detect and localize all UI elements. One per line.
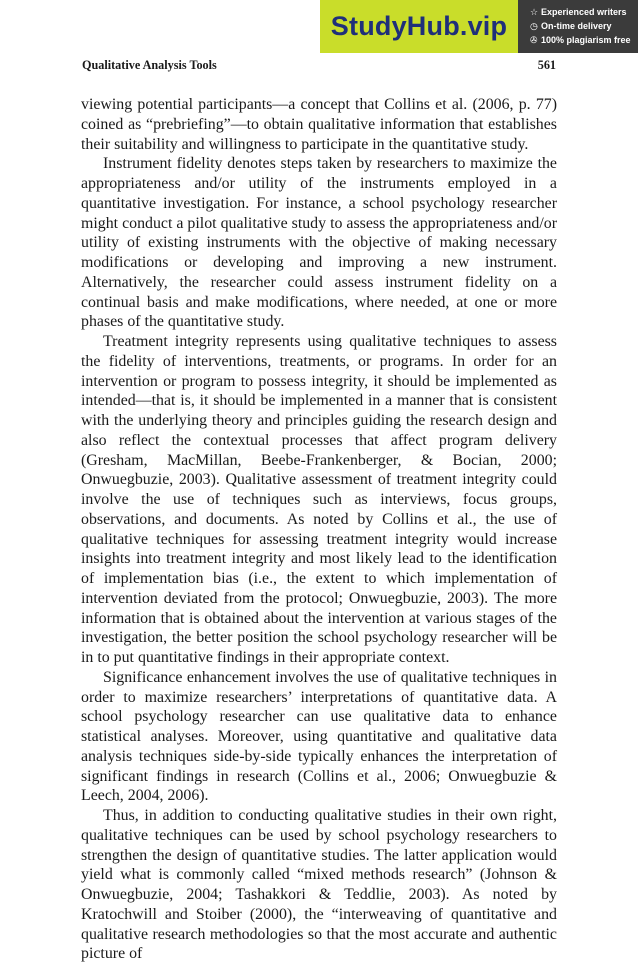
page-number: 561: [537, 58, 556, 72]
paragraph: Treatment integrity represents using qualitative techniques to assess the fidelity of interventions, treatments, or programs. In order for an intervention or program to possess integrity, it should be implemented as intended—that is, it should be implemented in a manner that is consistent with the underlying theory and principles guiding the research design and also reflect the contextual processes that affect program delivery (Gresham, MacMillan, Beebe-Frankenberger, & Bocian, 2000; Onwuegbuzie, 2003). Qualitative assessment of treatment integrity could involve the use of techniques such as interviews, focus groups, observations, and documents. As noted by Collins et al., the use of qualitative techniques for assessing treatment integrity would increase insights into treatment integrity and most likely lead to the identification of implementation bias (i.e., the extent to which implementation of intervention deviated from the protocol; Onwuegbuzie, 2003). The more information that is obtained about the intervention at various stages of the investigation, the better position the school psychology researcher will be in to put quantitative findings in their appropriate context.: [81, 333, 557, 666]
running-head-title: Qualitative Analysis Tools: [82, 58, 217, 72]
running-head: [82, 58, 556, 73]
feature-label: Experienced writers: [541, 7, 627, 17]
studyhub-banner[interactable]: [320, 0, 638, 53]
feature-item: [530, 33, 631, 47]
star-icon: ☆: [530, 7, 539, 17]
paragraph: Instrument fidelity denotes steps taken by researchers to maximize the appropriateness and/or utility of the instruments employed in a quantitative investigation. For instance, a school psychology researcher might conduct a pilot qualitative study to assess the appropriateness and/or utility of existing instruments with the objective of making necessary modifications or developing and improving a new instrument. Alternatively, the researcher could assess instrument fidelity on a continual basis and make modifications, where needed, at one or more phases of the quantitative study.: [81, 155, 557, 331]
paragraph: Thus, in addition to conducting qualitative studies in their own right, qualitative techniques can be used by school psychology researchers to strengthen the design of quantitative studies. The latter application would yield what is commonly called “mixed methods research” (Johnson & Onwuegbuzie, 2004; Tashakkori & Teddlie, 2003). As noted by Kratochwill and Stoiber (2000), the “interweaving of quantitative and qualitative research methodologies so that the most accurate and authentic picture of: [81, 807, 557, 963]
paragraph: Significance enhancement involves the use of qualitative techniques in order to maximize researchers’ interpretations of quantitative data. A school psychology researcher can use qualitative data to enhance statistical analyses. Moreover, using quantitative and qualitative data analysis techniques side-by-side typically enhances the interpretation of significant findings in research (Collins et al., 2006; Onwuegbuzie & Leech, 2004, 2006).: [81, 668, 557, 805]
studyhub-logo[interactable]: [320, 0, 518, 53]
feature-label: 100% plagiarism free: [541, 35, 631, 45]
feature-item: [530, 19, 631, 33]
feature-label: On-time delivery: [541, 21, 612, 31]
body-text: [81, 95, 557, 964]
brand-name: StudyHub.vip: [330, 11, 508, 41]
clock-icon: ◷: [530, 21, 538, 31]
paragraph: viewing potential participants—a concept that Collins et al. (2006, p. 77) coined as “prebriefing”—to obtain qualitative information that establishes their suitability and willingness to participate in the quantitative study.: [81, 96, 557, 153]
feature-item: [530, 5, 631, 19]
feature-list: [530, 5, 631, 47]
badge-icon: ✇: [530, 35, 538, 45]
